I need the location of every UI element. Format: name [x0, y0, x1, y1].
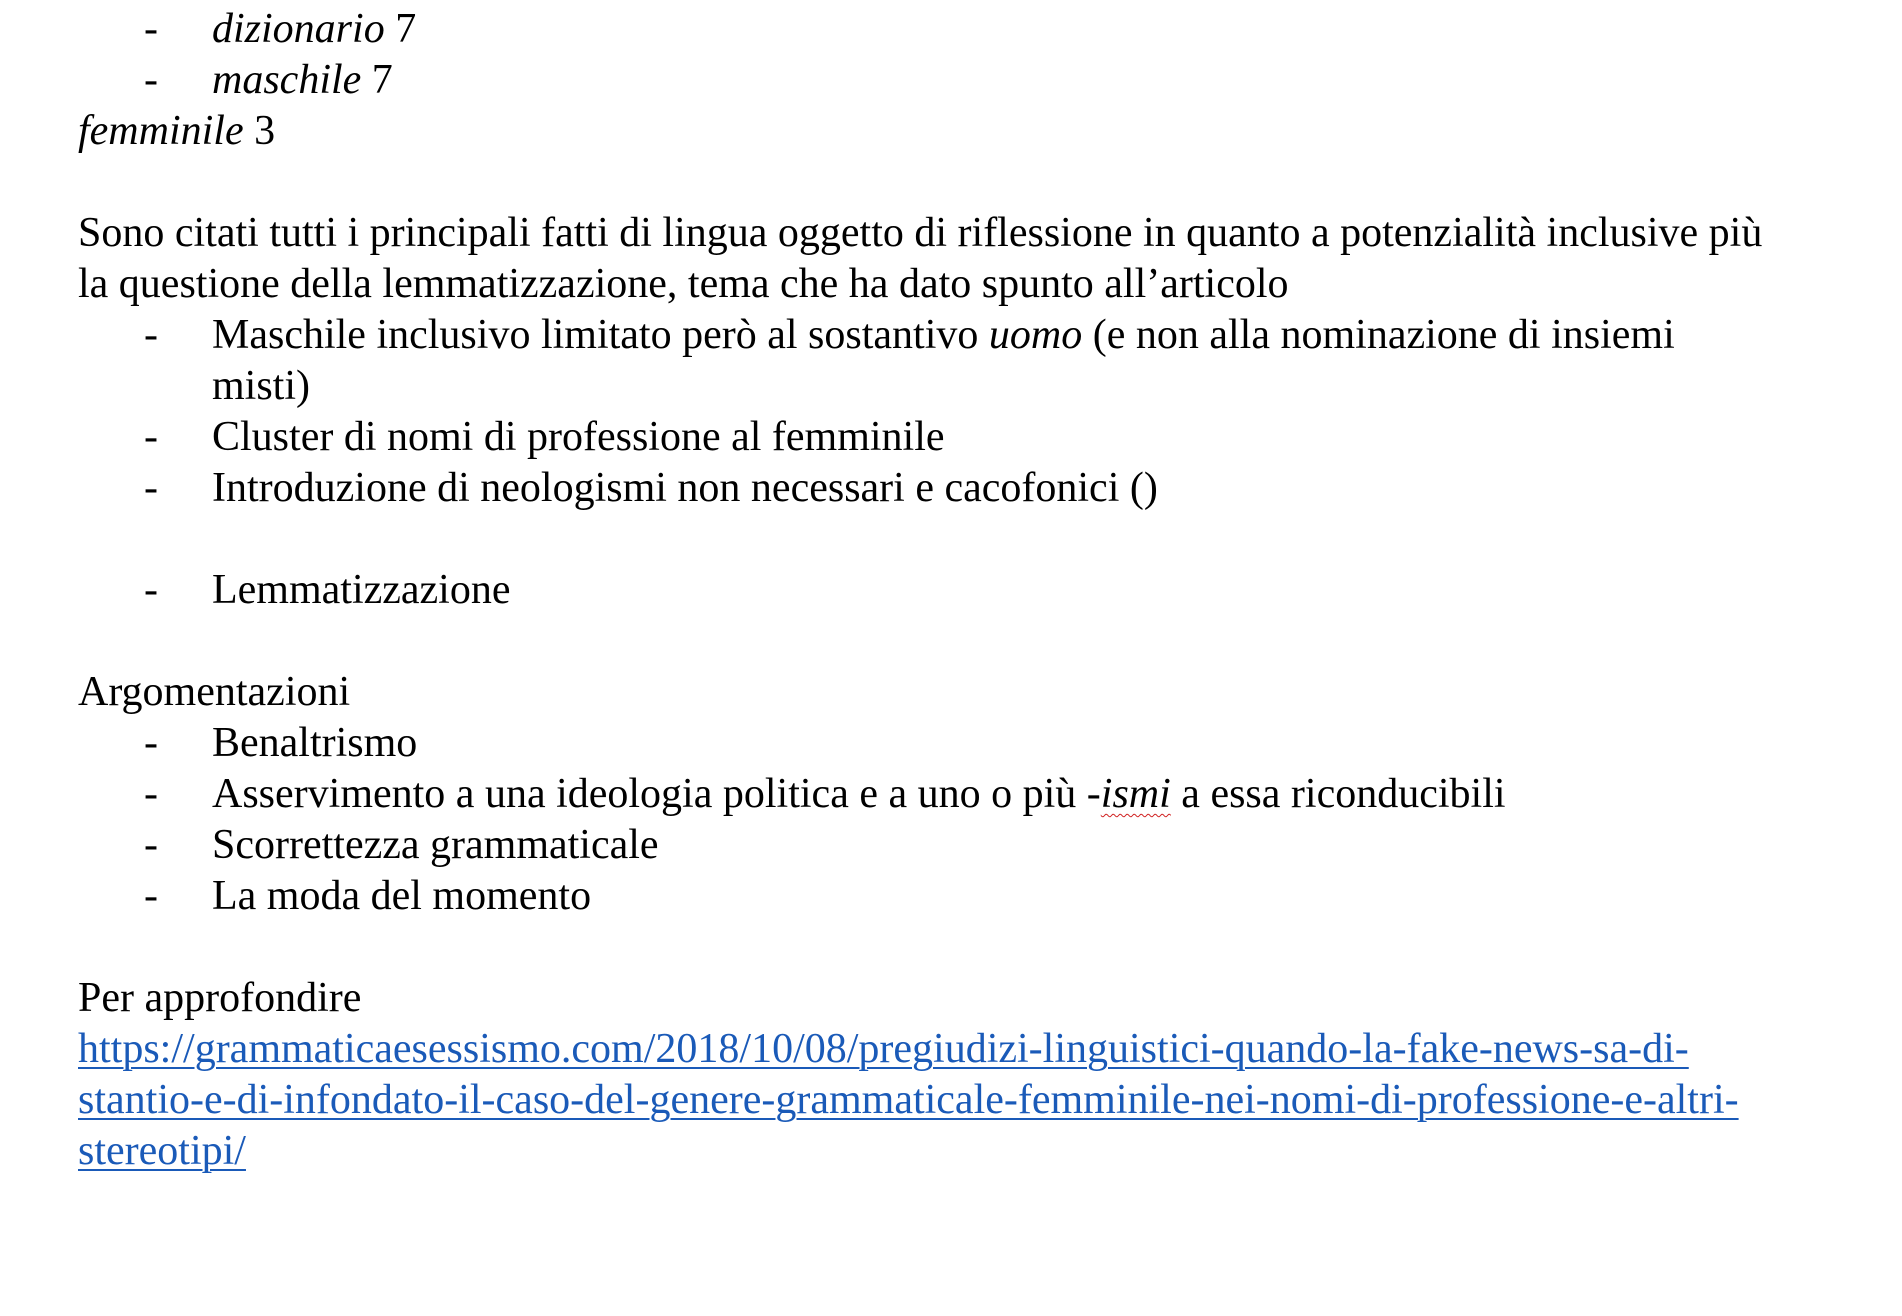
femminile-line [78, 106, 1868, 157]
term-maschile-label: maschile [212, 57, 362, 103]
blank-line [78, 514, 1868, 565]
bullet-dash: - [144, 312, 158, 358]
term-count: 7 [384, 6, 417, 52]
term-dizionario: dizionario [212, 6, 385, 52]
italic-term-ismi: ismi [1100, 771, 1171, 817]
bullet-dash: - [144, 567, 158, 613]
term-femminile: femminile [78, 108, 244, 154]
document-body [78, 4, 1868, 1177]
list-item [78, 769, 1868, 820]
list-item-text: Introduzione di neologismi non necessari e cacofonici () [212, 465, 1158, 511]
list-item-text: Lemmatizzazione [212, 567, 511, 613]
list-item-text: Scorrettezza grammaticale [212, 822, 659, 868]
italic-term-uomo: uomo [988, 312, 1083, 358]
paragraph-line-1: Sono citati tutti i principali fatti di lingua oggetto di riflessione in quanto a potenzialità inclusive più [78, 210, 1763, 256]
list-item-text: Benaltrismo [212, 720, 418, 766]
list-item-text: a essa riconducibili [1170, 771, 1506, 817]
list-item [78, 718, 1868, 769]
list-item [78, 820, 1868, 871]
bullet-dash: - [144, 720, 158, 766]
list-item [78, 4, 1868, 55]
list-item [78, 310, 1868, 412]
list-item-text: (e non alla nominazione di insiemi [1082, 312, 1675, 358]
bullet-dash: - [144, 414, 158, 460]
blank-line [78, 922, 1868, 973]
term-count: 7 [361, 57, 393, 103]
blank-line [78, 157, 1868, 208]
list-item [78, 871, 1868, 922]
list-item [78, 463, 1868, 514]
list-item [78, 565, 1868, 616]
bullet-dash: - [144, 465, 158, 511]
blank-line [78, 616, 1868, 667]
list-item-text: Cluster di nomi di professione al femminile [212, 414, 945, 460]
section-heading-argomentazioni: Argomentazioni [78, 669, 351, 715]
bullet-dash: - [144, 771, 158, 817]
bullet-dash: - [144, 873, 158, 919]
term-count: 3 [243, 108, 276, 154]
reference-link-line-3[interactable]: stereotipi/ [78, 1128, 246, 1174]
list-item-text: Maschile inclusivo limitato però al sostantivo [212, 312, 989, 358]
list-item [78, 412, 1868, 463]
reference-link-line-2[interactable]: stantio-e-di-infondato-il-caso-del-genere-grammaticale-femminile-nei-nomi-di-professione-e-altri- [78, 1077, 1739, 1123]
list-item-text: La moda del momento [212, 873, 592, 919]
bullet-dash: - [144, 57, 158, 103]
bullet-dash: - [144, 6, 158, 52]
reference-link[interactable] [78, 1024, 1868, 1177]
section-heading-approfondire: Per approfondire [78, 975, 362, 1021]
list-item [78, 55, 1868, 106]
list-item-continuation: misti) [212, 363, 311, 409]
reference-link-line-1[interactable]: https://grammaticaesessismo.com/2018/10/08/pregiudizi-linguistici-quando-la-fake-news-sa-di- [78, 1026, 1689, 1072]
paragraph-line-2: la questione della lemmatizzazione, tema che ha dato spunto all’articolo [78, 261, 1289, 307]
list-item-text: Asservimento a una ideologia politica e a uno o più - [212, 771, 1101, 817]
bullet-dash: - [144, 822, 158, 868]
